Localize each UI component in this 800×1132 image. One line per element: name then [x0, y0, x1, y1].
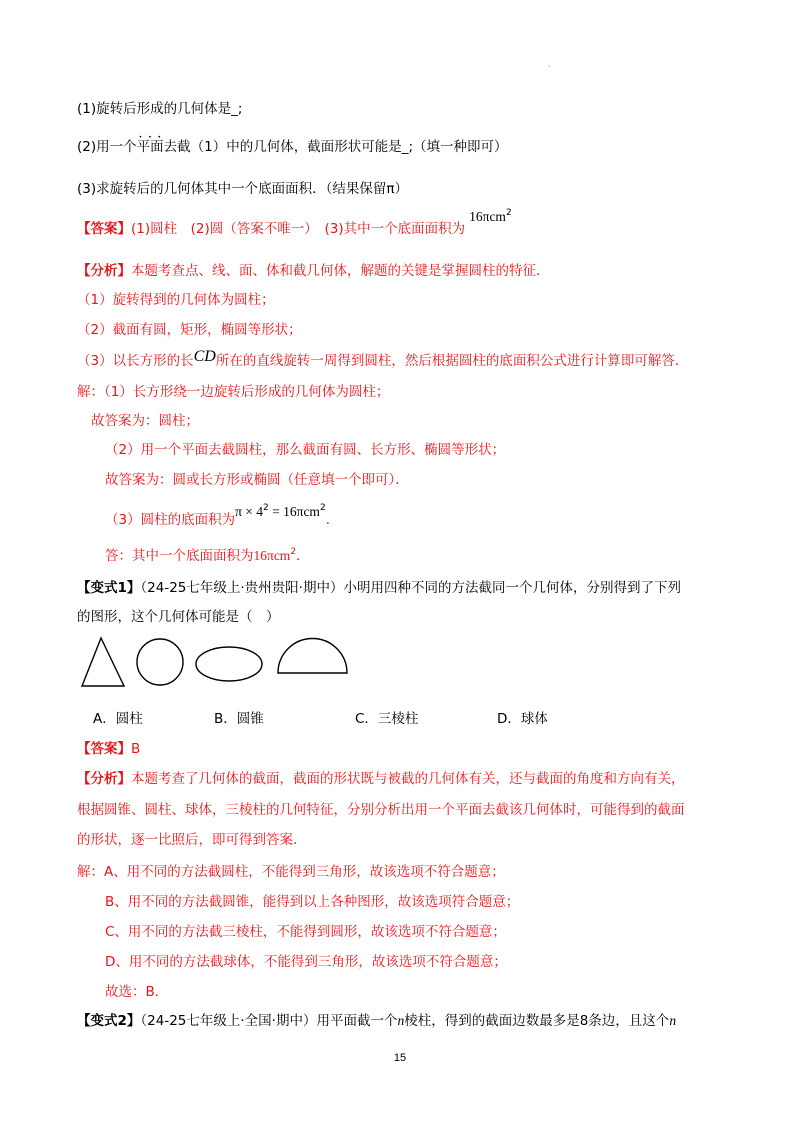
circle-shape: [137, 639, 183, 685]
variant-1-answer: 【答案】B: [77, 741, 141, 757]
question-2: (2)用一个• • • 平面去截（1）中的几何体，截面形状可能是_;（填一种即可）: [77, 138, 508, 156]
triangle-shape: [82, 638, 124, 686]
variant-2-title: 【变式2】（24-25七年级上·全国·期中）用平面截一个n棱柱，得到的截面边数最多是8条边，且这个n: [77, 1013, 677, 1029]
answer-line: 【答案】(1)圆柱 (2)圆（答案不唯一） (3)其中一个底面面积为16πcm$^2$: [77, 208, 512, 237]
emphasis-dots: • • • 平面去截: [137, 139, 191, 155]
variant-1-choice: 故选：B．: [105, 984, 169, 1000]
variant-1-title: 【变式1】（24-25七年级上·贵州贵阳·期中）小明用四种不同的方法截同一个几何体，分别得到了下列: [77, 580, 681, 596]
analysis-line: 【分析】本题考查点、线、面、体和截几何体，解题的关键是掌握圆柱的特征．: [77, 263, 550, 279]
variant-1-analysis-2: 根据圆锥、圆柱、球体，三棱柱的几何特征，分别分析出用一个平面去截该几何体时，可能得到的截面: [77, 802, 685, 818]
page-number: 15: [393, 1052, 407, 1064]
solution-2: （2）用一个平面去截圆柱，那么截面有圆、长方形、椭圆等形状；: [105, 442, 506, 458]
solution-1: 解：（1）长方形绕一边旋转后形成的几何体为圆柱；: [77, 384, 390, 400]
option-b: B．圆锥: [214, 711, 264, 727]
analysis-step-2: （2）截面有圆，矩形，椭圆等形状；: [77, 322, 302, 338]
variant-1-title-cont: 的图形，这个几何体可能是（ ）: [77, 609, 280, 625]
option-c: C．三棱柱: [355, 711, 419, 727]
semicircle-shape: [278, 639, 347, 674]
solution-3: （3）圆柱的底面积为$\pi \times 4^2 = 16\pi cm^2$．: [105, 503, 340, 528]
analysis-step-1: （1）旋转得到的几何体为圆柱；: [77, 292, 275, 308]
question-1: (1)旋转后形成的几何体是_;: [77, 101, 243, 117]
solution-2-answer: 故答案为：圆或长方形或椭圆（任意填一个即可）．: [105, 472, 409, 488]
analysis-step-3: （3）以长方形的长CD所在的直线旋转一周得到圆柱，然后根据圆柱的底面积公式进行计算即可解答．: [77, 348, 689, 369]
corner-mark: ·: [548, 62, 551, 71]
ellipse-shape: [196, 647, 262, 681]
solution-1-answer: 故答案为：圆柱；: [91, 413, 199, 429]
variant-1-analysis-3: 的形状，逐一比照后，即可得到答案．: [77, 832, 307, 848]
cross-section-figures: [78, 630, 358, 690]
variant-1-analysis-1: 【分析】本题考查了几何体的截面，截面的形状既与被截的几何体有关，还与截面的角度和方向有关，: [77, 771, 685, 787]
variant-1-solution-b: B、用不同的方法截圆锥，能得到以上各种图形，故该选项符合题意；: [105, 894, 520, 910]
option-d: D．球体: [497, 711, 548, 727]
variant-1-solution-d: D、用不同的方法截球体，不能得到三角形，故该选项不符合题意；: [105, 954, 507, 970]
solution-3-answer: 答：其中一个底面面积为16πcm$^2$．: [105, 547, 310, 564]
question-3: (3)求旋转后的几何体其中一个底面面积．（结果保留π）: [77, 181, 408, 197]
variant-1-solution-c: C、用不同的方法截三棱柱，不能得到圆形，故该选项不符合题意；: [105, 924, 506, 940]
variant-1-solution-a: 解：A、用不同的方法截圆柱，不能得到三角形，故该选项不符合题意；: [77, 864, 505, 880]
option-a: A．圆柱: [93, 711, 143, 727]
